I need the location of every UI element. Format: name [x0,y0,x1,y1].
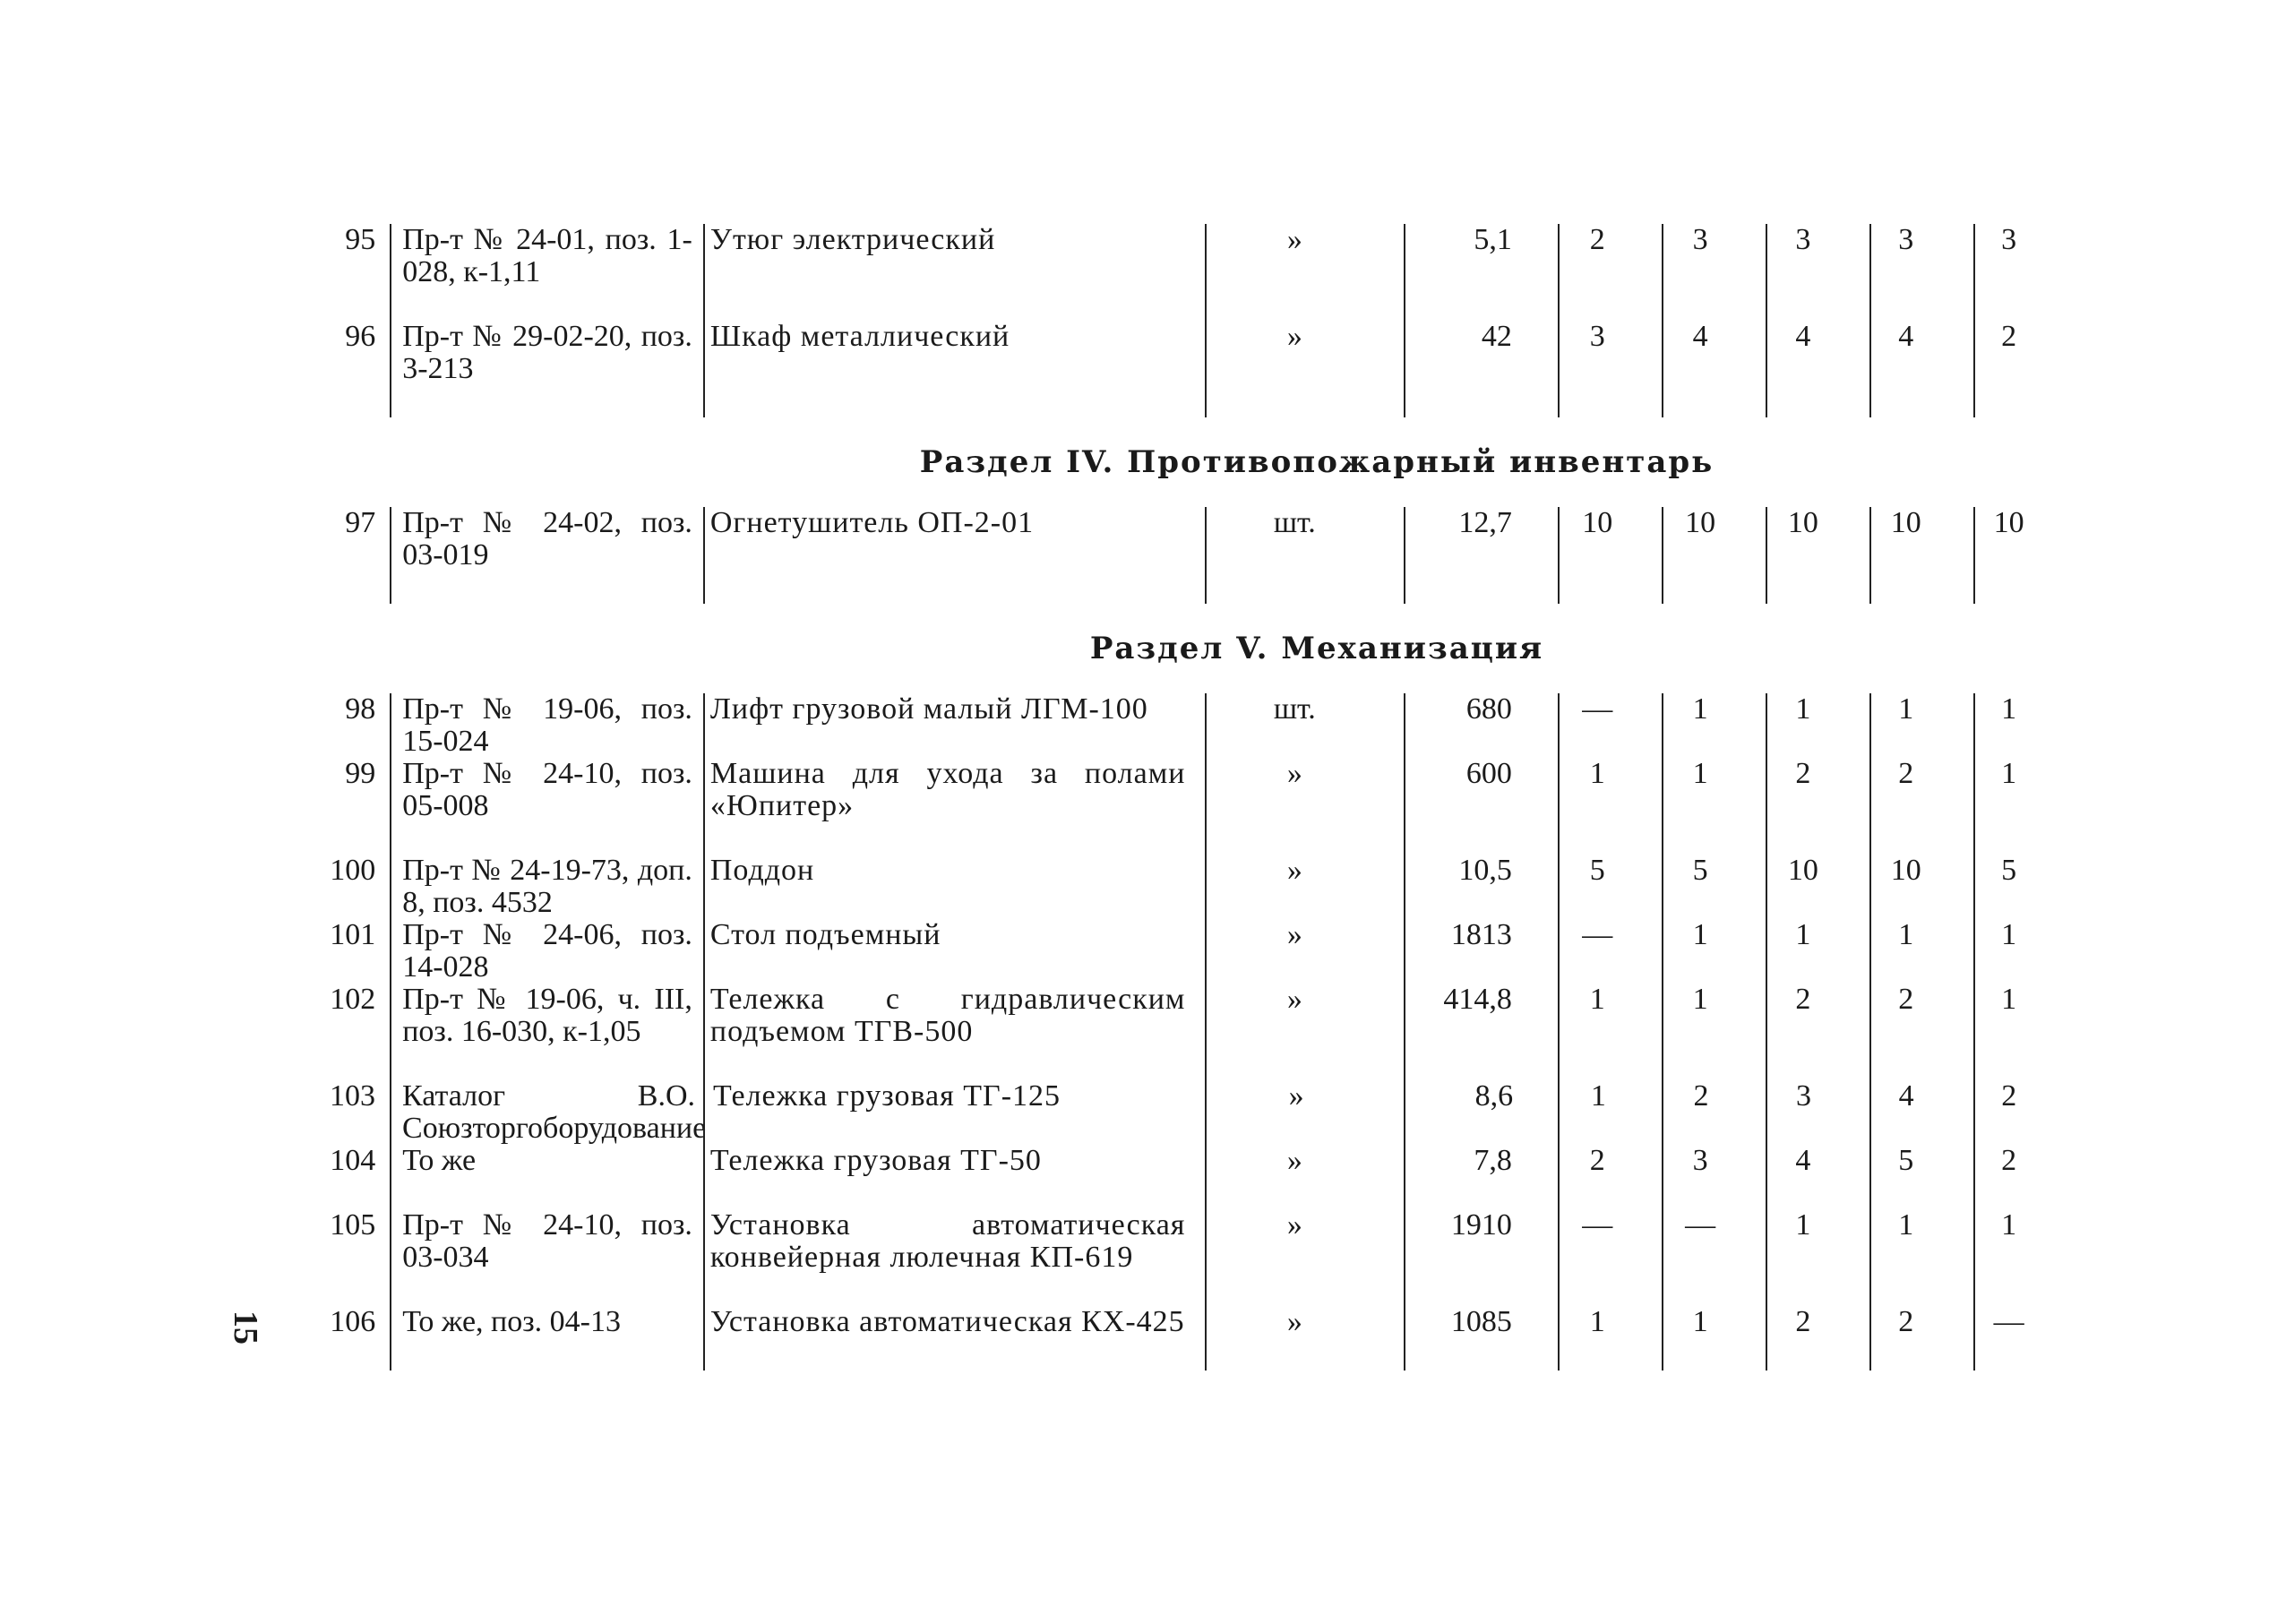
source-reference: Пр-т № 24-19-73, доп. 8, поз. 4532 [402,854,692,919]
quantity-cell: 2 [2001,320,2017,353]
item-name: Стол подъемный [709,918,941,951]
unit-price: 680 [1465,692,1512,726]
item-name: Утюг электрический [709,223,996,256]
quantity-cell: 2 [2001,1079,2017,1113]
quantity-cell: 5 [1692,854,1708,887]
quantity-cell: 10 [1890,854,1921,887]
quantity-cell: 10 [1993,506,2024,539]
unit-price: 12,7 [1458,506,1512,539]
page-number: 15 [227,1310,264,1345]
table-row [305,224,2060,321]
table-row [305,1145,2060,1209]
quantity-cell: 4 [1692,320,1708,353]
quantity-cell: 1 [1795,1208,1811,1242]
quantity-cell: 3 [1692,223,1708,256]
section-heading: Раздел IV. Противопожарный инвентарь [919,444,1714,480]
quantity-cell: — [1993,1305,2024,1338]
quantity-cell: 1 [1692,692,1708,726]
quantity-cell: — [1685,1208,1716,1242]
quantity-cell: 10 [1582,506,1613,539]
quantity-cell: 10 [1787,506,1818,539]
quantity-cell: 3 [1795,223,1811,256]
row-number: 97 [345,506,376,539]
quantity-cell: 1 [1589,983,1605,1016]
row-number: 106 [330,1305,376,1338]
source-reference: Пр-т № 24-01, поз. 1-028, к-1,11 [402,223,692,288]
unit-of-measure: » [1286,757,1302,790]
source-reference: Пр-т № 24-06, поз. 14-028 [402,918,692,984]
item-name: Шкаф металлический [709,320,1010,353]
quantity-cell: 10 [1787,854,1818,887]
row-number: 100 [330,854,376,887]
source-reference: Пр-т № 24-02, поз. 03-019 [402,506,692,571]
table-group [305,224,2060,417]
quantity-cell: 1 [1692,757,1708,790]
quantity-cell: 2 [1795,1305,1811,1338]
table-row [305,984,2060,1080]
quantity-cell: 1 [1692,983,1708,1016]
table-row [305,919,2060,984]
table-row [305,758,2060,855]
row-number: 96 [345,320,376,353]
quantity-cell: 4 [1898,320,1914,353]
unit-price: 8,6 [1474,1079,1514,1113]
unit-price: 42 [1481,320,1512,353]
unit-price: 414,8 [1443,983,1512,1016]
unit-of-measure: » [1286,983,1302,1016]
source-reference: Пр-т № 29-02-20, поз. 3-213 [402,320,692,385]
unit-price: 1813 [1450,918,1512,951]
source-reference: Пр-т № 19-06, ч. III, поз. 16-030, к-1,05 [402,983,692,1048]
quantity-cell: 2 [1795,757,1811,790]
row-number: 103 [330,1079,376,1113]
document-table [305,224,2060,1371]
quantity-cell: 5 [1589,854,1605,887]
quantity-cell: 5 [2001,854,2017,887]
quantity-cell: — [1582,918,1613,951]
quantity-cell: 1 [2001,757,2017,790]
quantity-cell: 1 [1692,1305,1708,1338]
unit-price: 600 [1465,757,1512,790]
table-row [305,1306,2060,1371]
item-name: Тележка с гидравлическим подъемом ТГВ-500 [709,983,1186,1048]
unit-of-measure: » [1286,1144,1302,1177]
table-row [305,507,2060,604]
table-row [305,855,2060,919]
source-reference: Пр-т № 24-10, поз. 03-034 [402,1208,692,1274]
item-name: Установка автоматическая конвейерная люлечная КП-619 [709,1208,1186,1274]
unit-price: 1910 [1450,1208,1512,1242]
table-row [305,321,2060,417]
quantity-cell: 10 [1890,506,1921,539]
table-group [305,693,2060,1371]
unit-of-measure: шт. [1273,506,1316,539]
table-row [305,1209,2060,1306]
quantity-cell: 1 [2001,692,2017,726]
item-name: Поддон [709,854,815,887]
unit-of-measure: » [1286,1305,1302,1338]
quantity-cell: 10 [1685,506,1716,539]
row-number: 101 [330,918,376,951]
quantity-cell: 2 [1589,223,1605,256]
section-heading: Раздел V. Механизация [1089,631,1544,666]
unit-price: 7,8 [1474,1144,1512,1177]
row-number: 105 [330,1208,376,1242]
quantity-cell: 2 [1898,983,1914,1016]
quantity-cell: 4 [1795,1144,1811,1177]
quantity-cell: 3 [2001,223,2017,256]
source-reference: То же [402,1144,477,1177]
quantity-cell: 1 [1589,757,1605,790]
unit-of-measure: » [1286,1208,1302,1242]
quantity-cell: 1 [1589,1305,1605,1338]
quantity-cell: 3 [1692,1144,1708,1177]
item-name: Огнетушитель ОП-2-01 [709,506,1035,539]
unit-of-measure: » [1286,854,1302,887]
unit-of-measure: » [1286,223,1302,256]
quantity-cell: 2 [2001,1144,2017,1177]
quantity-cell: 3 [1796,1079,1812,1113]
unit-price: 1085 [1450,1305,1512,1338]
source-reference: Пр-т № 24-10, поз. 05-008 [402,757,692,822]
item-name: Тележка грузовая ТГ-50 [709,1144,1042,1177]
quantity-cell: 4 [1898,1079,1914,1113]
quantity-cell: 1 [1692,918,1708,951]
quantity-cell: 1 [1898,692,1914,726]
unit-of-measure: » [1286,918,1302,951]
quantity-cell: 1 [1898,1208,1914,1242]
table-group [305,507,2060,604]
quantity-cell: 5 [1898,1144,1914,1177]
unit-of-measure: шт. [1273,692,1316,726]
quantity-cell: — [1582,1208,1613,1242]
unit-of-measure: » [1286,320,1302,353]
quantity-cell: 1 [1898,918,1914,951]
quantity-cell: 2 [1795,983,1811,1016]
quantity-cell: 2 [1898,1305,1914,1338]
table-row [305,1080,2060,1145]
quantity-cell: 2 [1693,1079,1709,1113]
quantity-cell: 2 [1898,757,1914,790]
source-reference: Пр-т № 19-06, поз. 15-024 [402,692,692,758]
item-name: Тележка грузовая ТГ-125 [713,1079,1061,1113]
unit-of-measure: » [1288,1079,1304,1113]
source-reference: То же, поз. 04-13 [402,1305,621,1338]
unit-price: 10,5 [1458,854,1512,887]
quantity-cell: 1 [1795,918,1811,951]
quantity-cell: 3 [1898,223,1914,256]
unit-price: 5,1 [1474,223,1512,256]
row-number: 102 [330,983,376,1016]
quantity-cell: 1 [1795,692,1811,726]
quantity-cell: 2 [1589,1144,1605,1177]
quantity-cell: 4 [1795,320,1811,353]
quantity-cell: 1 [2001,918,2017,951]
quantity-cell: 1 [2001,983,2017,1016]
quantity-cell: 1 [1590,1079,1606,1113]
quantity-cell: 3 [1589,320,1605,353]
quantity-cell: — [1582,692,1613,726]
item-name: Машина для ухода за полами «Юпитер» [709,757,1186,822]
row-number: 98 [345,692,376,726]
item-name: Установка автоматическая КХ-425 [709,1305,1185,1338]
source-reference: Каталог В.О. Союзторгоборудование [402,1079,707,1145]
item-name: Лифт грузовой малый ЛГМ-100 [709,692,1148,726]
row-number: 99 [345,757,376,790]
quantity-cell: 1 [2001,1208,2017,1242]
row-number: 95 [345,223,376,256]
table-row [305,693,2060,758]
row-number: 104 [330,1144,376,1177]
